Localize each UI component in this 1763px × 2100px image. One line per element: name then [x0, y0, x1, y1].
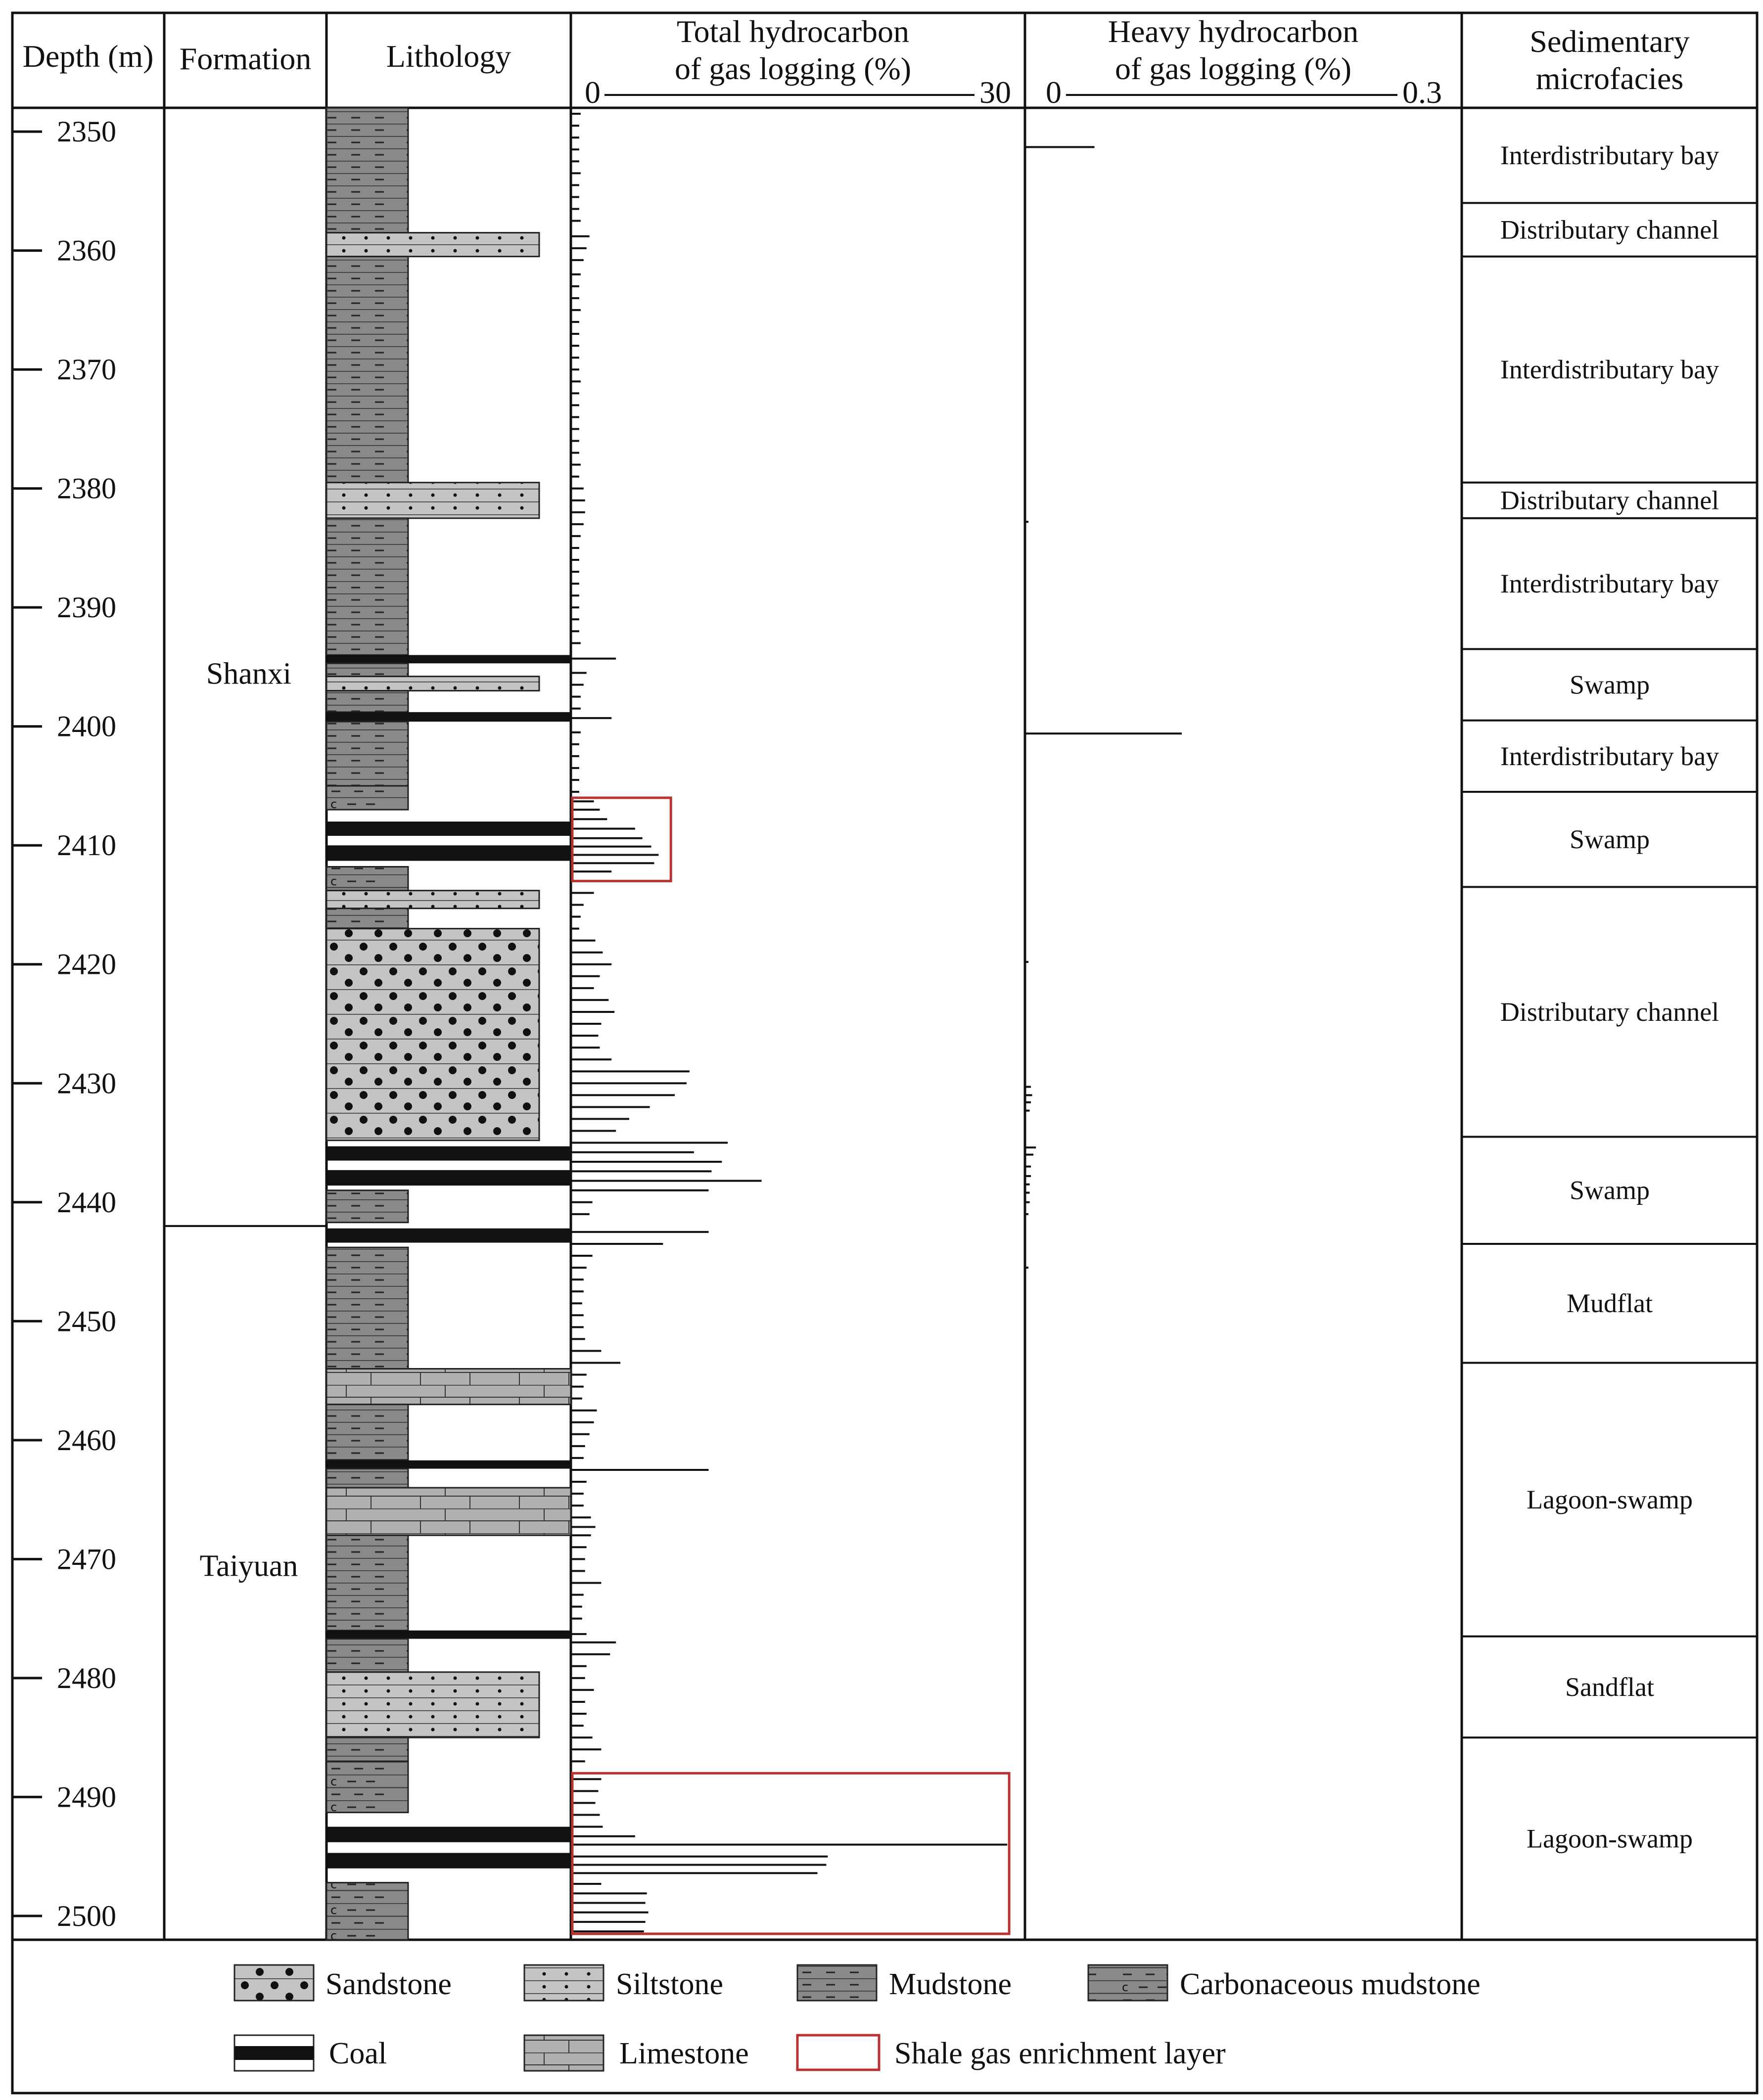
facies-label: Swamp [1570, 670, 1650, 700]
lithology-coal [326, 1229, 571, 1243]
heavy-hydrocarbon-header-line1: Heavy hydrocarbon [1108, 14, 1359, 49]
depth-tick-label: 2440 [57, 1186, 116, 1219]
legend-sandstone-swatch [234, 1965, 314, 2001]
depth-tick-label: 2450 [57, 1305, 116, 1338]
legend-limestone-swatch [524, 2035, 603, 2071]
chart-frame [12, 13, 1757, 2093]
lithology-coal [326, 1853, 571, 1868]
facies-label: Lagoon-swamp [1527, 1485, 1693, 1515]
lithology-mudstone [326, 1737, 408, 1761]
depth-tick-label: 2400 [57, 710, 116, 743]
facies-label: Interdistributary bay [1500, 355, 1719, 385]
column-headers [23, 14, 1690, 110]
total-hydrocarbon-track [572, 114, 1009, 1934]
lithology-siltstone [326, 891, 539, 909]
legend-siltstone-swatch [524, 1965, 603, 2001]
depth-tick-label: 2430 [57, 1067, 116, 1100]
lithology-carbonaceous-mudstone [326, 786, 408, 810]
facies-label: Interdistributary bay [1500, 569, 1719, 599]
lithology-mudstone [326, 722, 408, 786]
lithology-mudstone [326, 1535, 408, 1630]
lithology-coal [326, 845, 571, 861]
facies-label: Distributary channel [1500, 215, 1719, 245]
lithology-mudstone [326, 1190, 408, 1223]
depth-tick-label: 2470 [57, 1543, 116, 1576]
facies-label: Swamp [1570, 1175, 1650, 1205]
facies-label: Interdistributary bay [1500, 741, 1719, 771]
legend-coal-label: Coal [329, 2037, 387, 2070]
lithology-coal [326, 712, 571, 722]
legend-sandstone-label: Sandstone [325, 1967, 452, 2001]
facies-label: Distributary channel [1500, 485, 1719, 515]
depth-axis [12, 115, 116, 1932]
formation-header: Formation [179, 41, 312, 76]
lithology-mudstone [326, 1639, 408, 1672]
lithology-mudstone [326, 1247, 408, 1369]
lithology-carbonaceous-mudstone [326, 1761, 408, 1812]
depth-tick-label: 2350 [57, 115, 116, 148]
legend-carbonaceous-mudstone-label: Carbonaceous mudstone [1180, 1967, 1481, 2001]
formation-label: Shanxi [206, 657, 292, 691]
lithology-coal [326, 1827, 571, 1842]
lithology-mudstone [326, 663, 408, 676]
lithology-mudstone [326, 108, 408, 233]
depth-tick-label: 2460 [57, 1423, 116, 1457]
lithology-column [326, 108, 571, 1940]
lithology-mudstone [326, 1405, 408, 1461]
lithology-coal [326, 655, 571, 663]
lithology-carbonaceous-mudstone [326, 867, 408, 891]
lithology-coal [326, 1170, 571, 1186]
lithology-mudstone [326, 909, 408, 929]
legend-limestone-label: Limestone [619, 2037, 749, 2070]
legend-enrichment-swatch [797, 2035, 879, 2070]
heavy-axis-max: 0.3 [1402, 75, 1442, 110]
depth-tick-label: 2480 [57, 1661, 116, 1694]
depth-tick-label: 2380 [57, 472, 116, 505]
lithology-coal [326, 1631, 571, 1639]
legend-carbonaceous-mudstone-swatch [1088, 1965, 1167, 2001]
total-hydrocarbon-header-line1: Total hydrocarbon [676, 14, 910, 49]
lithology-mudstone [326, 518, 408, 655]
depth-tick-label: 2410 [57, 829, 116, 862]
lithology-sandstone [326, 929, 539, 1141]
heavy-hydrocarbon-header-line2: of gas logging (%) [1114, 51, 1352, 86]
depth-header: Depth (m) [22, 39, 154, 74]
depth-tick-label: 2490 [57, 1780, 116, 1814]
facies-label: Interdistributary bay [1500, 140, 1719, 171]
legend [234, 1965, 1481, 2071]
depth-tick-label: 2390 [57, 591, 116, 624]
depth-tick-label: 2360 [57, 234, 116, 267]
legend-siltstone-label: Siltstone [616, 1967, 724, 2001]
lithology-coal [326, 822, 571, 836]
lithology-mudstone [326, 257, 408, 483]
legend-mudstone-swatch [797, 1965, 877, 2001]
legend-coal-swatch-band [234, 2046, 314, 2060]
facies-header-line2: microfacies [1535, 61, 1684, 96]
lithology-limestone [326, 1488, 571, 1535]
facies-label: Swamp [1570, 824, 1650, 855]
lithology-limestone [326, 1369, 571, 1405]
depth-tick-label: 2420 [57, 948, 116, 981]
legend-mudstone-label: Mudstone [889, 1967, 1012, 2001]
shale-gas-enrichment-box [572, 1773, 1009, 1934]
formation-column [164, 657, 326, 1583]
formation-label: Taiyuan [199, 1549, 298, 1583]
depth-tick-label: 2370 [57, 353, 116, 386]
total-axis-min: 0 [585, 75, 601, 110]
lithology-siltstone [326, 677, 539, 691]
lithology-header: Lithology [386, 39, 511, 74]
lithology-mudstone [326, 1469, 408, 1488]
legend-enrichment-label: Shale gas enrichment layer [894, 2037, 1226, 2070]
facies-label: Distributary channel [1500, 997, 1719, 1027]
heavy-hydrocarbon-track [1026, 147, 1182, 1268]
facies-header-line1: Sedimentary [1530, 24, 1690, 59]
lithology-siltstone [326, 483, 539, 518]
depth-tick-label: 2500 [57, 1899, 116, 1932]
lithology-carbonaceous-mudstone [326, 1883, 408, 1940]
facies-label: Lagoon-swamp [1527, 1824, 1693, 1854]
facies-column [1462, 140, 1757, 1853]
lithology-siltstone [326, 1672, 539, 1737]
heavy-axis-min: 0 [1046, 75, 1062, 110]
lithology-coal [326, 1146, 571, 1161]
outer-border [12, 13, 1757, 2093]
total-axis-max: 30 [979, 75, 1011, 110]
facies-label: Mudflat [1567, 1288, 1653, 1319]
lithology-coal [326, 1461, 571, 1469]
facies-label: Sandflat [1565, 1672, 1654, 1702]
total-hydrocarbon-header-line2: of gas logging (%) [674, 51, 912, 86]
lithology-mudstone [326, 691, 408, 712]
lithology-siltstone [326, 233, 539, 257]
